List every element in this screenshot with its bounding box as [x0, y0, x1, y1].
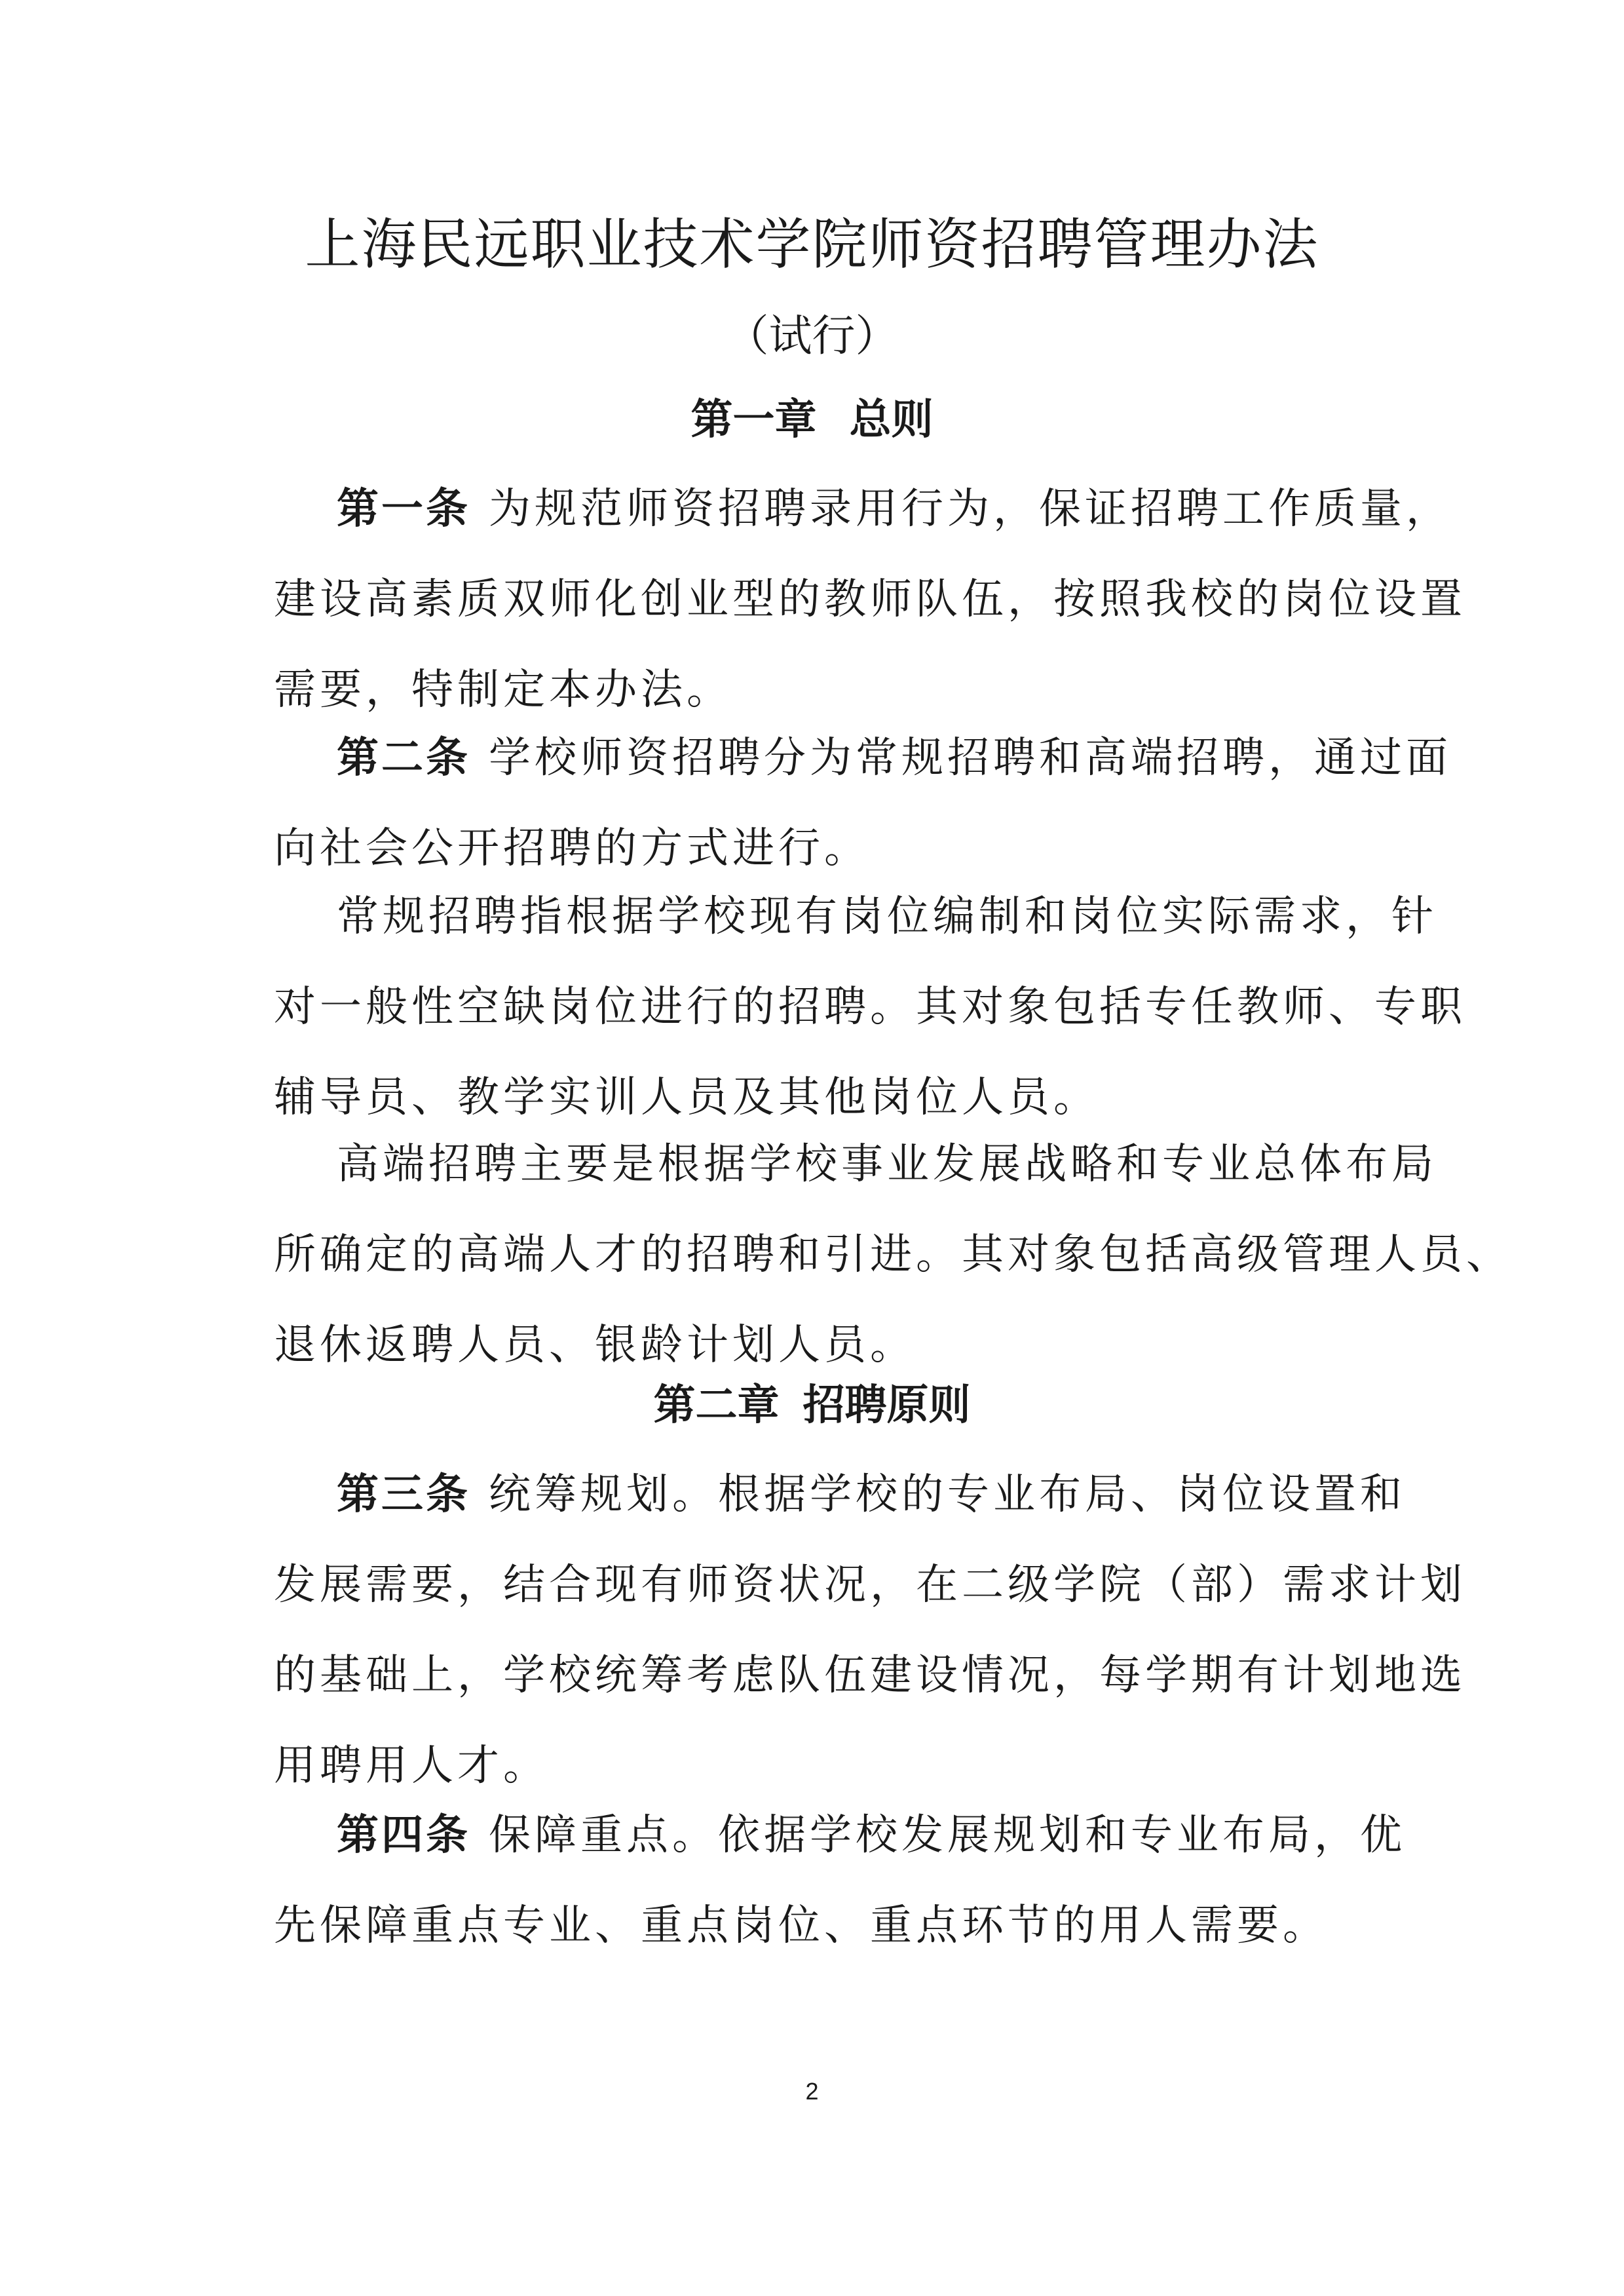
article-4 [274, 1790, 1406, 1971]
chapter-number: 第一章 [690, 396, 817, 444]
chapter-name: 总则 [849, 396, 934, 444]
article-line: 建设高素质双师化创业型的教师队伍，按照我校的岗位设置 [274, 575, 1466, 624]
chapter-heading-2 [0, 1376, 1624, 1435]
article-2 [274, 713, 1452, 894]
article-line: 用聘用人才。 [274, 1742, 549, 1790]
paragraph-line: 对一般性空缺岗位进行的招聘。其对象包括专任教师、专职 [274, 983, 1466, 1031]
paragraph-high-end-recruitment [274, 1119, 1512, 1390]
article-line: 的基础上，学校统筹考虑队伍建设情况，每学期有计划地选 [274, 1651, 1466, 1700]
chapter-heading-1 [0, 391, 1624, 450]
paragraph-regular-recruitment [274, 871, 1466, 1143]
chapter-name: 招聘原则 [803, 1381, 971, 1430]
article-line: 第二条 学校师资招聘分为常规招聘和高端招聘，通过面 [337, 734, 1452, 782]
article-number: 第三条 [337, 1470, 470, 1519]
article-line: 先保障重点专业、重点岗位、重点环节的用人需要。 [274, 1902, 1329, 1950]
article-number: 第二条 [337, 734, 470, 782]
article-3 [274, 1449, 1466, 1811]
document-subtitle: （试行） [725, 311, 899, 361]
page-number: 2 [805, 2078, 819, 2105]
article-line: 第一条 为规范师资招聘录用行为，保证招聘工作质量， [337, 485, 1452, 533]
article-number: 第四条 [337, 1811, 470, 1860]
paragraph-line: 常规招聘指根据学校现有岗位编制和岗位实际需求，针 [337, 892, 1437, 941]
article-1 [274, 464, 1466, 735]
paragraph-line: 辅导员、教学实训人员及其他岗位人员。 [274, 1073, 1099, 1122]
article-line: 第三条 统筹规划。根据学校的专业布局、岗位设置和 [337, 1470, 1406, 1519]
paragraph-line: 高端招聘主要是根据学校事业发展战略和专业总体布局 [337, 1140, 1437, 1189]
article-line: 发展需要，结合现有师资状况，在二级学院（部）需求计划 [274, 1561, 1466, 1609]
document-title: 上海民远职业技术学院师资招聘管理办法 [305, 212, 1319, 277]
paragraph-line: 退休返聘人员、银龄计划人员。 [274, 1321, 916, 1369]
chapter-number: 第二章 [653, 1381, 780, 1430]
article-line: 向社会公开招聘的方式进行。 [274, 824, 870, 873]
article-number: 第一条 [337, 485, 470, 533]
article-line: 第四条 保障重点。依据学校发展规划和专业布局，优 [337, 1811, 1406, 1860]
article-line: 需要，特制定本办法。 [274, 666, 732, 714]
paragraph-line: 所确定的高端人才的招聘和引进。其对象包括高级管理人员、 [274, 1231, 1512, 1279]
